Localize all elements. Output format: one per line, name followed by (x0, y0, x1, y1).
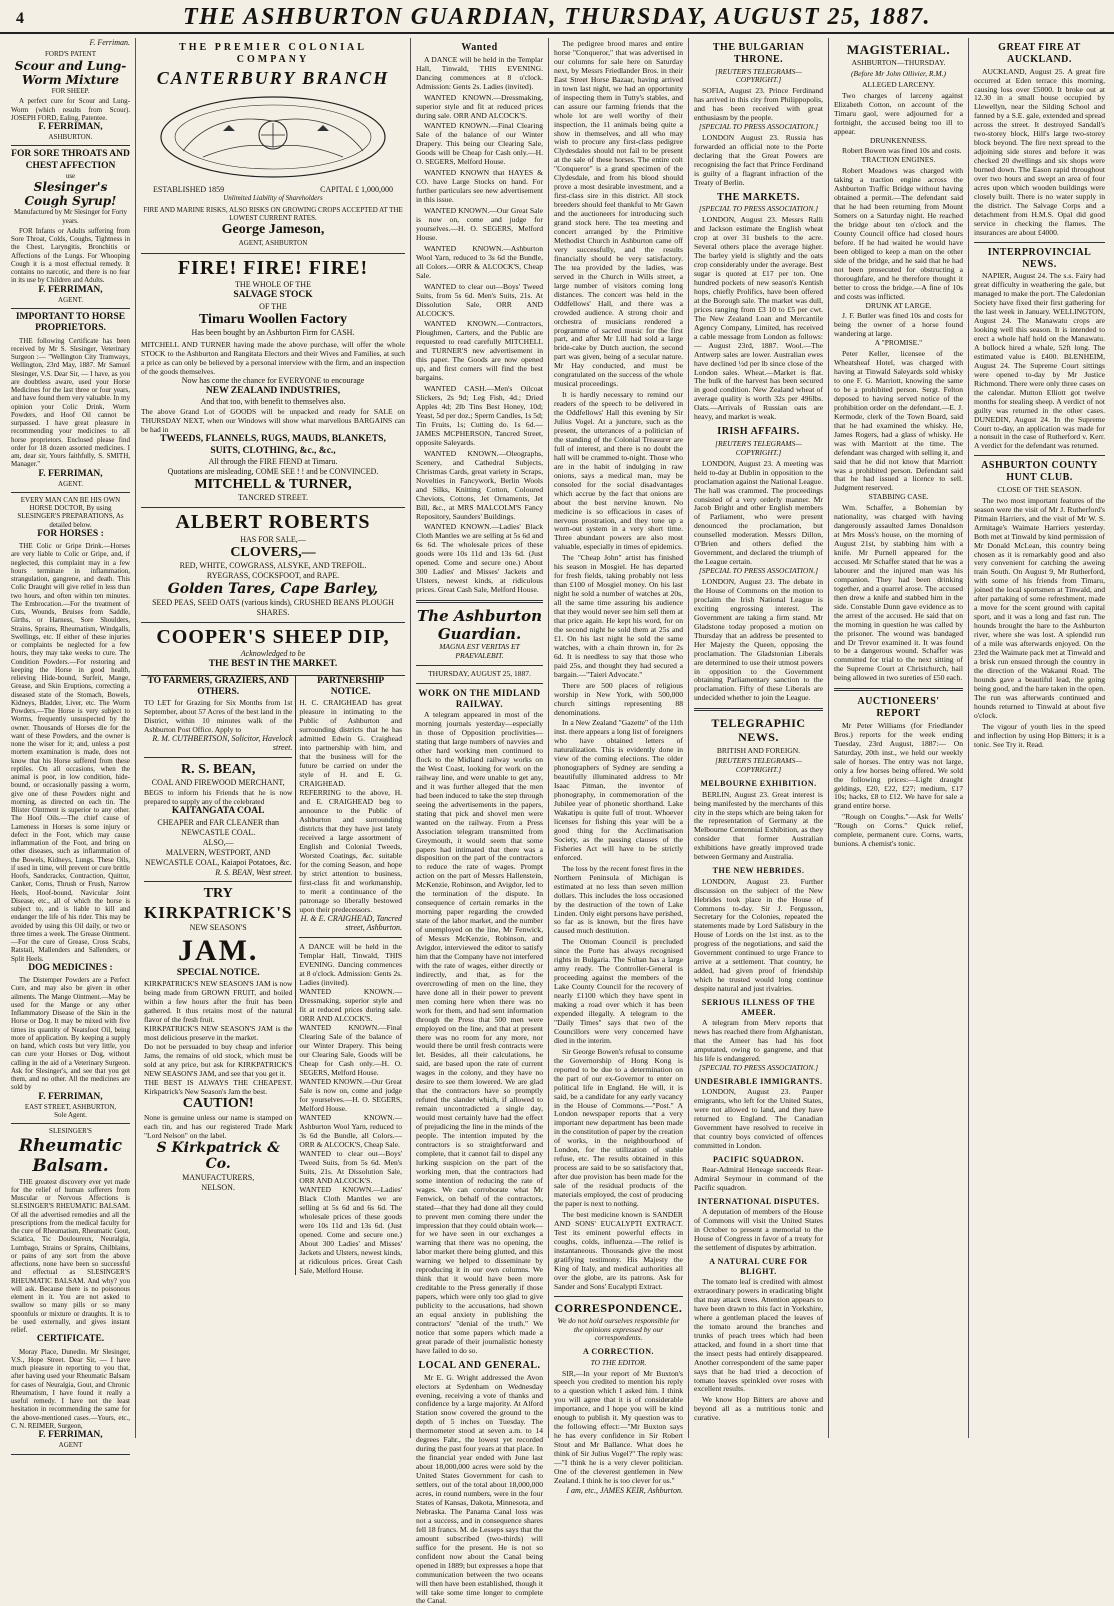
interprovincial-body: NAPIER, August 24. The s.s. Fairy had great difficulty in weathering the gale, but managed to make the port. The Caledonian Society have fixed their first gathering for the last week in January. WELLINGTON, August 24. The Manawatu crops are looking well this season. It is intended to erect a whole half hold on the Manawatu. A bullock hired a whale, 52ft long. The estimated value is £400. BLENHEIM, August 24. The Supreme Court sittings were opened to-day by Mr Justice Richmond. There were only three cases on the calendar. Mutton Elliott got twelve months for stealing sheep. A verdict of not guilty was returned in the other cases. DUNEDIN, August 24. In the Supreme Court to-day, an application was made for a nonsuit in the case of Rutherford v. Kerr. A verdict for the defendant was returned. (974, 271, 1105, 451)
albert-roberts-advert (141, 508, 405, 623)
dog-role: Sole Agent. (54, 1111, 87, 1120)
dog-body: The Distemper Powders are a Perfect Cure, and may also be given in other ailments. The Mange Ointment.—May be used for the Mange or any other Inflammatory Disease of the Skin in the Horse or Dog. It may be mixed with five times its quantity of Neatsfoot Oil, being more of application. By keeping a supply on hand, which costs but very little, you can cure your Horses or Dog, without calling in the aid of a Veterinary Surgeon. Ask for Slesinger's, and see that you get them, and no other. All the medicines are sold by (11, 976, 130, 1092)
interprovincial-title: INTERPROVINCIAL NEWS. (987, 246, 1092, 270)
wanted-item: WANTED KNOWN that HAYES & CO. have Large Stocks on hand. For further particulars see new advertisement in this issue. (416, 168, 543, 205)
albert-clovers: CLOVERS,— (230, 544, 316, 560)
column-1 (6, 38, 136, 1450)
column-7 (969, 38, 1110, 1438)
magisterial-larceny: ALLEGED LARCENY. (862, 80, 935, 90)
divider (554, 1296, 683, 1297)
wanted-item: WANTED KNOWN.—Our Great Sale is now on, come and judge for yourselves.—H. O. SEGERS, Melford House. (416, 206, 543, 242)
caution-body: None is genuine unless our name is stamped on each tin, and has our registered Trade Mark "Lord Nelson" on the label. (144, 1112, 293, 1140)
magisterial-stab: STABBING CASE. (868, 492, 929, 502)
kirk-season: NEW SEASON'S (189, 922, 247, 932)
bean-list: MALVERN, WESTPORT, AND NEWCASTLE COAL, Kaiapoi Potatoes, &c. (144, 847, 292, 867)
ford-advert (11, 47, 130, 146)
correspondence-sig: I am, etc., JAMES KEIR, Ashburton. (566, 1485, 683, 1495)
editorial-body: A telegram appeared in most of the morning journals yesterday—especially in those of Opposition proclivities—stating that large numbers of navvies and other hard working men continued to flock to the Midland railway works on the West Coast, looking for work on the railway line, and were unable to get any, and it was further alleged that the men had been induced to take the step through seeing the advertisements in the papers, stating that pick and shovel men were wanted on the railway. From a Press Association telegram transmitted from Greymouth, it would seem that some papers had intimated that there was a disposition on the part of the contractors to reduce the rate of wages. Prompt action on the part of Messrs Hallenstein, McKenzie, Robinson, and Avigdor, led to the termination of the dispute. In consequence of certain remarks in the morning paper regarding the crowded state of the labor market, and the number of unemployed on the line, Mr Fenwick, of Messrs McKenzie, Robinson, and Avigdor, interviewed the editor to satisfy him that the Company have not interfered with the rate of wages, either directly or indirectly, and that, as for the overcrowding of men on the line, they have done all in their power to prevent men coming here when there was no work for them, and had sent information through the Press that 500 men were employed on the line, and that at present there was no room for any more, nor would there be until fresh contracts were let. Besides, all their calculations, he said, are based upon the rate of current wages in the colony, and they have no desire to see them lowered. We are glad that the contractors have so promptly refuted the slander which, if allowed to remain uncontradicted a single day, would most certainly have had the effect of prejudicing the line in the minds of the people. The intention imputed by the contractors is so straightforward and complete, that it cannot fail to dispel any lurking suspicion on the part of the working men, that the contractors had some intention of reducing the rate of wages. We can corroborate what Mr Fenwick, on behalf of the contractors, stated—that they had done all they could to prevent men coming there under the impression that they could obtain work—for we have seen in our exchanges a warning that there was no opening, the labor market there being glutted, and this warning we helped to disseminate by reproducing it in our own columns. We think that it would have been more creditable to the Press generally if those papers, which were only too glad to give publicity to the accusations, had shown an equal anxiety in publishing the contractors' "denial of the truth." We notice that some papers which made a great parade of their journalistic honesty have failed to do so. (416, 710, 543, 1355)
fire-factory: Timaru Woollen Factory (198, 311, 348, 327)
divider (974, 242, 1105, 243)
bean-body: BEGS to inform his Friends that he is now prepared to supply any of the celebrated (144, 788, 293, 807)
auckland-fire-body: AUCKLAND, August 25. A great fire occurred at Eden terrace this morning, causing loss over £5000. It broke out at 12.30 in a small house occupied by Llewellyn, near the Silding School and fanned by a S.E. gale, extended and spread across the street. It destroyed Sandall's two-storey block, Hill's large two-storey block beyond. The fire next spread to the adjoining side stores and before it was checked 20 dwellings and six shops were burned down. The Eason rapid throughout over two hours and swept an area of four acres upon which wooden buildings were closely built. There is no water supply in the district. The Salvage Corps and a detachment from H.M.S. Opal did good service in checking the flames. The insurances are about £4000. (974, 66, 1105, 237)
cert-agent: F. FERRIMAN, (38, 1430, 103, 1441)
albert-name: ALBERT ROBERTS (175, 511, 371, 534)
wanted-item: WANTED KNOWN.—Final Clearing Sale of the balance of our Winter Drapery. This being our Clearing Sale, Goods will be Cheap for Cash only.—H. O. SEGERS, Melford House. (416, 121, 543, 167)
farmers-title: TO FARMERS, GRAZIERS, AND OTHERS. (147, 675, 289, 697)
auction-body: Mr Peter Williams (for Friedlander Bros.) reports for the week ending Tuesday, 23rd August, 1887:— On Saturday, 20th inst., we held our weekly sale of horses. The entry was not large, only a few horses being offered. We sold the following prices:—Light draught geldings, £20, £22, £27; medium, £17 10s; hacks, £8 to £12. We have for sale a grand entire horse. (834, 720, 963, 811)
local-body: Mr E. G. Wright addressed the Avon electors at Sydenham on Wednesday evening, receiving a vote of thanks and confidence by a large majority. At Alford Station snow covered the ground to the depth of 5 inches on Tuesday. The thermometer stood at seven a.m. to 14 degrees Fahr., the lowest yet recorded during the past four years at that place. In the financial year ended with June last about 18,000,000 acres were sold by the United States Government for cash to settlers, out of the total about 18,000,000 acres, in round numbers, were in the four States of Kansas, Dakota, Minnesota, and Nebraska. The Panama Canal loss was not a success, and in consequence shares fell 18 francs. M. de Lesseps says that the amount subscribed (two-thirds) will suffice for the present. He is not so confident now about the Canal being opened in 1889; but expresses a hope that communication between the two oceans will then have been established, though it will take some time longer to complete the Canal. (416, 1372, 543, 1606)
company-arc: THE PREMIER COLONIAL COMPANY (179, 42, 367, 65)
wanted-dup-4: WANTED KNOWN.—Our Great Sale is now on, come and judge for yourselves.—H. O. SEGERS, Melford House. (299, 1076, 402, 1113)
correspondence-to: TO THE EDITOR. (590, 1357, 647, 1367)
fire-industries: NEW ZEALAND INDUSTRIES, (205, 386, 341, 397)
rheum-title: Rheumatic Balsam. (18, 1135, 123, 1176)
fire-salvage: SALVAGE STOCK (233, 290, 313, 301)
ford-place: ASHBURTON. (48, 133, 93, 142)
cooper-advert (141, 623, 405, 676)
wanted-item: WANTED KNOWN.—Contractors, Ploughmen, Carters, and the Public are requested to read carefully MITCHELL and TURNER'S new advertisement in this paper. The Goods are now opened up, and first comers will find the best bargains. (416, 319, 543, 383)
column-6 (829, 38, 969, 1438)
paper-motto: MAGNA EST VERITAS ET PRAEVALEBIT. (439, 642, 520, 661)
throat-use: use (65, 171, 76, 180)
partner-sig: H. & E. CRAIGHEAD, Tancred street, Ashburton. (300, 914, 402, 933)
wanted-item: WANTED KNOWN.—Dressmaking, superior style and fit at reduced prices during sale. ORR AND ALCOCK'S. (416, 92, 543, 120)
kirk-company: S Kirkpatrick & Co. (156, 1139, 280, 1173)
slesinger-advert (11, 146, 130, 309)
bulgar-source-2: [SPECIAL TO PRESS ASSOCIATION.] (698, 122, 819, 132)
firm-name: MITCHELL & TURNER, (194, 476, 352, 492)
newspaper-page (6, 38, 1110, 1606)
divider (299, 937, 402, 938)
for-horses: FOR HORSES : (37, 528, 104, 539)
rheum-body: THE greatest discovery ever yet made for the relief of human sufferers from Muscular or Nervous Affections is SLESINGER'S RHEUMATIC BALSAM. Of all the advertised remedies and all the prescriptions from the medical faculty for the cure of Rheumatism, Rheumatic Gout, Sciatica, Tic Douloureux, Neuralgia, Lumbago, Strains or Sprains, Chilblains, or pains of any sort from the above affections, none have been so successful and effectual as SLESINGER'S RHEUMATIC BALSAM. And why? you will ask. Because there is no poisonous element in it. You are not asked to swallow so many pills or so many spoonfuls or mixture or draughts. It is to be used externally, and gives instant relief. (11, 1177, 130, 1335)
pacific-body: Rear-Admiral Heneage succeeds Rear-Admiral Seymour in command of the Pacific squadron. (694, 1165, 823, 1192)
wanted-dup-1: A DANCE will be held in the Templar Hall, Tinwald, THIS EVENING. Dancing commences at 8 o'clock. Admission: Gents 2s. Ladies (invited). (299, 941, 402, 987)
rheum-intro: SLESINGER'S (49, 1127, 92, 1136)
company-motto: Unlimited Liability of Shareholders (223, 194, 323, 203)
ford-title: Scour and Lung-Worm Mixture (14, 58, 127, 87)
immigrants-source: [SPECIAL TO PRESS ASSOCIATION.] (698, 1062, 819, 1072)
divider (416, 665, 543, 666)
cert-role: AGENT (58, 1441, 83, 1450)
wanted-dup-5: WANTED KNOWN.—Ashburton Wool Yarn, reduced to 3s 6d the Bundle, all Colors.—ORR & ALCOCK'S, Cheap Sale. (299, 1112, 402, 1149)
partner-title: PARTNERSHIP NOTICE. (317, 675, 385, 697)
adverts-two-column (141, 676, 405, 1275)
ford-sub: FOR SHEEP. (51, 87, 90, 95)
irish-title: IRISH AFFAIRS. (717, 426, 800, 438)
news-paragraph: The Ottoman Council is precluded since the Porte has always recognised rights in Bulgaria. The Sultan has a large army ready. The Controller-General is proceeding against the members of the Lake County Council for the recovery of nearly £1100 which they have spent in making a road over which it has been expended illegally. A telegram to the "Daily Times" says that two of the Councillors were very concerned have died in the interim. (554, 937, 683, 1045)
divider (144, 881, 292, 882)
fire-salvage-advert (141, 254, 405, 508)
news-paragraph: The loss by the recent forest fires in the Northern Peninsula of Michigan is estimated at no less than seven million dollars. This includes the loss occasioned by the destruction of the town of Lake Linden. Only eight persons have perished, so far as is known, but the fires have caused much destitution. (554, 863, 683, 936)
fire-sale: The above Grand Lot of GOODS will be unpacked and ready for SALE on THURSDAY NEXT, when our Windows will show what marvellous BARGAINS can be had in (141, 407, 405, 435)
markets-title: THE MARKETS. (717, 191, 800, 203)
correspondence-body: SIR,—In your report of Mr Buxton's speech you credited to mention his reply to a question which I asked him. I think you will agree that it is of considerable importance, and I hope you will be kind enough to publish it. My question was to the following effect:—"Mr Buxton says he has every confidence in Sir Robert Stout and Mr Ballance. What does he think of Sir Julius Vogel?" The reply was:—"I think he is a very clever politician. One of the cleverest gentlemen in New Zealand. I think he is too clever for us." (554, 1368, 683, 1485)
paper-date: THURSDAY, AUGUST 25, 1887. (428, 669, 531, 679)
irish-source-2: [SPECIAL TO PRESS ASSOCIATION.] (698, 566, 819, 576)
fire-benefit: And that too, with benefit to themselves also. (200, 397, 346, 407)
divider (694, 708, 823, 711)
kirk-title: KIRKPATRICK'S (144, 902, 293, 922)
colonial-company-advert (141, 38, 405, 254)
wanted-dup-3: WANTED KNOWN.—Final Clearing Sale of the balance of our Winter Drapery. This being our Clearing Sale, Goods will be Cheap for Cash only.—H. O. SEGERS, Melford House. (299, 1022, 402, 1077)
slesinger-agent: F. FERRIMAN, (38, 284, 103, 295)
partner-body-2: REFERRING to the above, H. and E. CRAIGHEAD beg to announce to the Public of Ashburton and surrounding districts that they have just lately received a large assortment of English and Colonial Tweeds, Worsted Coatings, &c. suitable for the coming Season, and hope by strict attention to business, first-class fit and workmanship, to merit a continuance of the patronage so liberally bestowed upon their predecessors. (299, 788, 402, 915)
slesinger-agent-role: AGENT. (58, 295, 83, 304)
bottom-note: The vigour of youth lies in the speed and inflection by using Hop Bitters; it is a tonic. See Try it. Read. (974, 721, 1105, 749)
ford-body: A perfect cure for Scour and Lung-Worm (which results from Scour). JOSEPH FORD, Ealing, Patentee. (11, 97, 130, 122)
fire-bought: Has been bought by an Ashburton Firm for CASH. (191, 328, 355, 338)
exhibition-title: MELBOURNE EXHIBITION. (700, 779, 817, 789)
bean-also: ALSO,— (202, 837, 234, 847)
news-paragraph: In a New Zealand "Gazette" of the 11th inst. there appears a long list of foreigners who have obtained letters of naturalization. This is evidently done in view of the coming elections. The older phonographers of Sydney are sending a beautifully illuminated address to Mr Isaac Pitman, the inventor of phonography, in commemoration of the Jubilee year of phonetic shorthand. Lake Wakatipu is quite full of trout. Whoever licenses for fishing this year will be a good thing for the Acclimatisation Society, as the passing clauses of the Fisheries Act will have to be strictly enforced. (554, 718, 683, 862)
farmers-sig: R. M. CUTHBERTSON, Solicitor, Havelock street. (152, 734, 293, 753)
fire-chance: Now has come the chance for EVERYONE to encourage (181, 376, 365, 386)
fire-quotes: Quotations are misleading, COME SEE ! ! and be CONVINCED. (167, 466, 379, 476)
horses-body: THE Colic or Gripe Drink.—Horses are very liable to Colic or Gripe, and, if neglected, this complaint may in a few hours terminate in inflammation, strangulation, gangrene, and death. This Colic Draught will give relief in less than two hours, and often within ten minutes. The Embrocation.—For the treatment of Cuts, Wounds, Bruises from Saddle, Girths, or Harness, Sore Shoulders, Strains, Sprains, Rheumatism, Windgalls, Swellings, etc. If either of these injuries or complaints be neglected for a few hours, they may take weeks to cure. The Condition Powders.—For restoring and keeping the Horse in good health, relieving Hide-bound, Surfeit, Mange, Grease, and Skin Eruptions, correcting a diseased state of the Stomach, Bowels, Kidneys, Bladder, Liver, etc. The Worm Powders.—The Horse is very subject to Worms, frequently unsuspected by the owner. Thousands of Horses die for the want of these Powders, and the owner is none the wiser for it; and, unless a post mortem examination is made, does not know that his Horse suffered from these reptiles. On all occasions, when the animal is poor, in low condition, hide-bound, or occasionally passing a worm, give one of these Powders night and morning, as directed on each tin. The Blister Ointment is superior to any other. The Hoof Oils.—The chief cause of Lameness in Horses is some injury or defect in the Foot, which may cause inflammation of the Foot, and bring on other diseases, such as inflammation of the Bowels, Kidneys, Lungs. These Oils, if used in time, will prevent or cure brittle Hoofs, Sandcracks, Contraction, Quittor, Canker, Corns, Thrush or Frush, Narrow Heels, Hoof-bound, Navicular Joint Disease, etc., all of which the horse is subject to, and is liable to kill and endanger the life of his rider. This may be avoided by using this Oil daily, or two or three times a week. The Grease Ointment.—For the cure of Grease, Cross Scabs, Ratstail, Mallenders and Sallenders, or Split Heels. (11, 542, 130, 963)
bean-coal: KAITANGATA COAL (171, 806, 265, 817)
correspondence-disclaimer: We do not hold ourselves responsible for the opinions expressed by our correspondents. (557, 1315, 680, 1343)
local-title: LOCAL AND GENERAL. (418, 1359, 541, 1371)
divider (834, 688, 963, 691)
dog-agent: F. FERRIMAN, (38, 1091, 103, 1102)
bulgar-body-2: LONDON August 23. Russia has forwarded an official note to the Porte declaring that the Great Powers are recognising the fact that Prince Ferdinand is guilty of a flagrant infraction of the Treaty of Berlin. (694, 132, 823, 187)
wanted-item: WANTED KNOWN.—Ashburton Wool Yarn, reduced to 3s 6d the Bundle, all Colors.—ORR & ALCOCK'S, Cheap Sale. (416, 243, 543, 280)
correspondence-title: CORRESPONDENCE. (554, 1300, 683, 1315)
international-body: A deputation of members of the House of Commons will visit the United States in October to present a memorial to the House of Congress in favor of a treaty for the settlement of disputes by arbitration. (694, 1207, 823, 1253)
cooper-title: COOPER'S SHEEP DIP, (156, 625, 390, 648)
telegraphic-title: TELEGRAPHIC NEWS. (711, 716, 806, 745)
company-established: ESTABLISHED 1859 (153, 184, 225, 194)
illness-title: SERIOUS ILLNESS OF THE AMEER. (701, 998, 816, 1017)
column-3 (411, 38, 549, 1606)
kirk-body: KIRKPATRICK'S NEW SEASON'S JAM is now being made from GROWN FRUIT, and boiled within a few hours after the fruit has been gathered. It thus retains most of the natural flavor of the fresh fruit. (144, 979, 293, 1025)
hebrides-body: LONDON, August 23. Further discussion on the subject of the New Hebrides took place in the House of Commons to-day. Sir J. Fergusson, Secretary for the Colonies, repeated the statements made by Lord Salisbury in the House of Lords on the 1st inst. as to the progress of the negotiations, and said the Government continued to urge France to arrive at a settlement. That country, he added, had given proof of friendship which he trusted would long continue despite natural and just rivalries. (694, 876, 823, 994)
magisterial-title: MAGISTERIAL. (846, 42, 951, 57)
kirk-manufacturers: MANUFACTURERS, (182, 1172, 255, 1182)
page-number: 4 (16, 10, 24, 27)
bean-name: R. S. BEAN, (181, 761, 256, 777)
editorial-title: WORK ON THE MIDLAND RAILWAY. (418, 687, 541, 709)
magisterial-body: Two charges of larceny against Elizabeth Cotton, on account of the Timaru gaol, were adjourned for a fortnight, the accused being too ill to appear. (834, 90, 963, 136)
magisterial-body: Robert Bowen was fined 10s and costs. (842, 146, 962, 156)
horse-agent: F. FERRIMAN, (38, 468, 103, 479)
dog-place: EAST STREET, ASHBURTON, (24, 1102, 117, 1111)
news-paragraph: The best medicine known is SANDER AND SONS' EUCALYPTI EXTRACT. Test its eminent powerful effects in coughs, colds, influenza.—The relief is instantaneous. Thousands give the most gratifying testimony. His Majesty the King of Italy, and medical authorities all over the globe, are its patrons. Ask for Sander and Sons' Eucalypti Extract. (554, 1209, 683, 1291)
albert-seed: SEED PEAS, SEED OATS (various kinds), CRUSHED BEANS PLOUGH SHARES. (152, 597, 394, 617)
correspondence-head: A CORRECTION. (583, 1347, 654, 1357)
company-capital: CAPITAL £ 1,000,000 (320, 184, 393, 194)
masthead: THE ASHBURTON GUARDIAN, THURSDAY, AUGUST 25, 1887. (182, 4, 931, 30)
wanted-item: WANTED to clear out—Boys' Tweed Suits, from 5s 6d. Men's Suits, 21s. At Dissolution Sale, ORR AND ALCOCK'S. (416, 281, 543, 318)
magisterial-large: DRUNK AT LARGE. (865, 300, 932, 310)
wanted-dup-2: WANTED KNOWN.—Dressmaking, superior style and fit at reduced prices during sale. ORR AND ALCOCK'S. (299, 986, 402, 1023)
firm-street: TANCRED STREET. (238, 493, 308, 503)
column-5 (689, 38, 829, 1438)
pacific-title: PACIFIC SQUADRON. (712, 1154, 805, 1164)
company-details-row (141, 185, 405, 194)
magisterial-body: Peter Keller, licensee of the Wheatsheaf Hotel, was charged with having at Tinwald Saleyards sold whisky to one F. G. Marriott, knowing the same to be a prohibited person. Sergt. Felton deposed to having served notice of the prohibition order on the defendant.—E. J. Kermode, clerk of the Town Board, said that he had examined the whisky. He, James Rogers, had a glass of whisky. He was with Marriott at the time. The defendant was charged with selling it, and said that he did not know that Marriott was a prohibited person. Defendant said that he had issued a licence to sell. Judgment reserved. (834, 349, 963, 493)
hunt-club-sub: CLOSE OF THE SEASON. (997, 484, 1082, 494)
adverts-left-half (141, 676, 296, 1275)
divider (974, 455, 1105, 456)
auction-title: AUCTIONEERS' REPORT (857, 696, 940, 720)
telegraphic-sub: BRITISH AND FOREIGN. (716, 745, 801, 755)
news-paragraph: It is hardly necessary to remind our readers of the speech to be delivered in the Oddfellows' Hall this evening by Sir Julius Vogel. At a juncture, such as the present, the utterances of a politician of the standing of the Colonial Treasurer are full of interest, and there is no doubt the hall will be crammed to-night. Those who are in the habit of indulging in raw onions, says a medical man, may be consoled for the social disadvantages which accrue by the fact that onions are about the best nervine known. No medicine is so efficacious in cases of nervous prostration, and they tone up a worn-out system in a very short time. Three abundant powers are also most valuable, especially in times of epidemics. (554, 390, 683, 552)
slesinger-title: Slesinger's Cough Syrup! (24, 180, 117, 209)
company-seal-emblem (153, 91, 393, 183)
bulgar-source: [REUTER'S TELEGRAMS—COPYRIGHT.] (715, 66, 802, 85)
horse-agent-role: AGENT. (58, 479, 83, 488)
kirk-place: NELSON. (201, 1182, 235, 1192)
hunt-club-title: ASHBURTON COUNTY HUNT CLUB. (981, 460, 1098, 484)
fire-headline: FIRE! FIRE! FIRE! (177, 256, 369, 279)
horse-advert (11, 309, 130, 493)
irish-body-2: LONDON, August 23. The debate in the House of Commons on the motion to proclaim the Irish National League is exciting engrossing interest. The Government are taking a firm stand. Mr Gladstone today proposed a motion on Thursday that an address be presented to Her Majesty the Queen, opposing the proclamation. The Gladstonian Liberals are determined to use their utmost powers in opposition to the Government obtaining Parliamentary sanction to the proclamation. Fifty of these Liberals are undecided whether to join the League. (694, 576, 823, 703)
rheumatic-advert (11, 1124, 130, 1454)
immigrants-title: UNDESIRABLE IMMIGRANTS. (694, 1076, 823, 1086)
divider (416, 600, 543, 603)
albert-tares: Golden Tares, Cape Barley, (167, 581, 379, 598)
auckland-fire-title: GREAT FIRE AT AUCKLAND. (998, 42, 1081, 65)
company-agent-role: AGENT, ASHBURTON (238, 238, 308, 247)
fire-goods-2: SUITS, CLOTHING, &c., &c., (210, 445, 336, 456)
wanted-item: A DANCE will be held in the Templar Hall, Tinwald, THIS EVENING. Dancing commences at 8 o'clock. Admission: Gents 2s. Ladies (invited). (416, 54, 543, 91)
paper-name: The Ashburton Guardian. (417, 607, 542, 643)
markets-source: [SPECIAL TO PRESS ASSOCIATION.] (698, 204, 819, 214)
news-paragraph: There are 500 places of religious worship in New York, with 500,000 church sittings representing 88 denominations. (554, 680, 683, 717)
bulgar-title: THE BULGARIAN THRONE. (712, 42, 805, 65)
bottom-advert: We know Hop Bitters are above and beyond all as a nutritious tonic and curative. (694, 1395, 823, 1423)
international-title: INTERNATIONAL DISPUTES. (697, 1196, 820, 1206)
wanted-item: WANTED KNOWN.—Oleographs, Scenery, and Cathedral Subjects, Christmas Cards, great variety in Scraps, Novelties in Fancywork, Berlin Wools and Silks, Knitting Cotton, Coloured Cheviots, Cottons, Jet Ornaments, Jet Bill, &c., at MRS MALCOLM'S Fancy Repository, Saunders' Buildings. (416, 448, 543, 521)
dog-title: DOG MEDICINES : (28, 962, 113, 973)
adverts-right-half (296, 676, 405, 1275)
hunt-club-body: The two most important features of the season were the visit of Mr J. Rutherford's Pitmain Harriers, and the visit of Mr W. S. Armitage's Waimate Harriers yesterday. Both met at Tinwald by kind permission of Mr Donald McLean, this country being chosen as it is remarkably good and also very convenient for catching the aweing train South. On August 9, Mr Rutherford, with some of his friends from Timaru, joined the local sportsmen at Tinwald, and after partaking of some refreshment, made a move for the scent ground with capital sport, and it was a long and fast run. The hounds brought the hare to the Ashburton river, where she was lost. A splendid run of a mile was afterwards enjoyed. On the 23rd the Waimate pack met at Tinwald and a brisk run ensued through the country in the direction of the Wakanui Road. The hounds gave a beautiful lead, the going being good, and the hare taken in the open. The run was afterwards continued and hounds returned to Tinwald at about five o'clock. (974, 495, 1105, 720)
hop-advert: "Rough on Coughs."—Ask for Wells' "Rough on Corns." Quick relief, complete, permanent cure. Corns, warts, bunions. A chemist's tonic. (834, 812, 963, 849)
bulgar-body: SOFIA, August 23. Prince Ferdinand has arrived in this city from Philippopolis, and has been received with great enthusiasm by the people. (694, 86, 823, 123)
horse-title: IMPORTANT TO HORSE PROPRIETORS. (15, 312, 126, 334)
ford-intro: FORD'S PATENT (45, 50, 96, 59)
wanted-dup-7: WANTED KNOWN.—Ladies' Black Cloth Mantles we are selling at 5s 6d and 6s 6d. The wholesale prices of these goods were 10s 11d and 13s 6d. (Just opened. Come and secure one.) About 300 Ladies' and Misses' Jackets and Ulsters, newest kinds, at ridiculous prices. Great Cash Sale, Melford House. (299, 1184, 402, 1275)
wanted-item: WANTED KNOWN.—Ladies' Black Cloth Mantles we are selling at 5s 6d and 6s 6d. The wholesale prices of these goods were 10s 11d and 13s 6d. (Just opened. Come and secure one.) About 300 Ladies' and Misses' Jackets and Ulsters, newest kinds, at ridiculous prices. Great Cash Sale, Melford House. (416, 522, 543, 595)
magisterial-bench: (Before Mr John Ollivier, R.M.) (851, 69, 946, 79)
irish-source: [REUTER'S TELEGRAMS—COPYRIGHT.] (715, 439, 802, 457)
exhibition-body: BERLIN, August 23. Great interest is being manifested by the merchants of this city in the steps which are being taken for the representation of Germany at the Melbourne Centennial Exhibition, as they consider that former Australian exhibitions have greatly improved trade between Germany and Australia. (694, 789, 823, 862)
farmers-body: TO LET for Grazing for Six Months from 1st September, about 57 Acres of the best land in the District, within 10 minutes walk of the Ashburton Post Office. Apply to (144, 698, 293, 735)
column-4 (549, 38, 689, 1495)
partner-body: H. C. CRAIGHEAD has great pleasure in intimating to the Public of Ashburton and surrounding districts that he has admitted Edwin G. Craighead into partnership with him, and that the business will for the future be carried on under the style of H. and E. G. CRAIGHEAD. (299, 698, 402, 789)
kirk-body-3: Do not be persuaded to buy cheap and inferior Jams, the remains of old stock, which must be sold at any price, but ask for KIRKPATRICK'S NEW SEASON'S JAM, and see that you get it. (144, 1042, 293, 1079)
kirk-jam: JAM. (177, 933, 259, 967)
magisterial-drunk: DRUNKENNESS. (870, 135, 927, 145)
news-paragraph: The pedigree brood mares and entire horse "Conqueror," that was advertised in our columns for sale here on Saturday next, by Messrs Friedlander Bros. in their East Street Horse Bazaar, having arrived in town last night, we had an opportunity of inspecting them in Tutty's stables, and can assure our farming friends that the whole lot are well worthy of their inspection, the 11 animals being quite a show in themselves, and all who may wish to procure any first-class pedigree Clydesdales should not fail to be present at the sale of these horses. The entire colt "Conqueror" is a grand specimen of the Clydesdale, and from his blood should prove a most desirable investment, and a first-class sire in this district. All stock breeders should feel thankful to Mr Gawn and the auctioneers for introducing such grand stock here. The tea meeting and concert arranged by the Primitive Methodist Church in Ashburton came off very successfully, and the results financially should be very satisfactory. The tea provided by the ladies, was served in the Church in Wills street, a large number of visitors coming long distances. The concert was held in the Oddfellows' Hall, and there was a crowded audience. A strong choir and orchestra of musicians rendered a programme of sacred music for the first part, and after Mr Lill had sold a large bride-cake by Dutch auction, the second part was given, being of a secular nature. Mr Hay conducted, and must be congratulated on the success of the whole musical proceedings. (554, 39, 683, 389)
fire-whole: THE WHOLE OF THE (235, 280, 311, 290)
illness-body: A telegram from Merv reports that news has reached there from Afghanistan, that the Ameer has had his foot amputated, owing to gangrene, and that his life is endangered. (694, 1017, 823, 1063)
wanted-item: WANTED CASH.—Men's Oilcoat Slickers, 2s 9d; Leg Fish, 4d.; Dried Apples 4d; 2lb Tins Best Honey, 10d; Yeast, 5d per doz.; Sperm Candles, 1s 5d; Tin Fruits, 1s; Cutting do. 1s 6d.—JAMES MCPHERSON, Tancred Street, opposite Saleyards. (416, 384, 543, 447)
every-man: EVERY MAN CAN BE HIS OWN HORSE DOCTOR, By using SLESINGER'S PREPARATIONS, As detailed below. (17, 495, 124, 529)
albert-sale: HAS FOR SALE,— (240, 534, 306, 544)
magisterial-body: Robert Meadows was charged with taking a traction engine across the Ashburton Traffic Bridge without having obtained a permit.—The defendant said that he had been returning from Mount Somers on a Saturday night. He reached the bridge about ten o'clock and the County Council office had closed hours before. If he had waited he would have been obliged to keep a man on the other side of the bridge, and he said that he had not been prosecuted for obstructing a thoroughfare, and he therefore thought it better to cross the bridge.—A fine of 10s and costs was inflicted. (834, 166, 963, 301)
cooper-best: THE BEST IN THE MARKET. (208, 659, 338, 670)
company-fire-line: FIRE AND MARINE RISKS, ALSO RISKS ON GROWING CROPS ACCEPTED AT THE LOWEST CURRENT RATES. (143, 205, 403, 222)
horse-body: THE following Certificate has been received by Mr S. Slesinger, Veterinary Surgeon :— "Wellington City Tramways, Wellington, 23rd May, 1887. Mr Samuel Slesinger, V.S. Dear Sir, — I have, as you are doubtless aware, used your Horse Medicines for the last three or four years, and have found them very valuable. In my opinion your Colic Drink, Worm Powders, and Hoof Oil cannot be surpassed. I have great pleasure in recommending your medicines to all horse proprietors. Enclosed please find order for 18 dozen assorted medicines. I am, dear sir, Yours faithfully, S. SMITH, Manager." (11, 336, 130, 469)
try-word: TRY (203, 886, 233, 902)
caution-title: CAUTION! (182, 1096, 254, 1112)
company-agent-name: George Jameson, (221, 222, 325, 238)
fire-of: OF THE (259, 301, 287, 311)
slesinger-body: FOR Infants or Adults suffering from Sore Throat, Colds, Coughs, Tightness in the Chest, Laryngitis, Bronchitis or Affections of the Lungs. For Whooping Cough it is a most effectual remedy. It contains no narcotic, and there is no fear in its use by Children and Adults. (11, 226, 130, 285)
magisterial-promise: A "PROMISE." (874, 338, 923, 348)
blight-body: The tomato leaf is credited with almost extraordinary powers in eradicating blight that may attack trees. Attention appears to have been drawn to this fact in Yorkshire, where a gentleman placed the leaves of the tomato around the branches and trunks of peach trees which had been attacked, and found in a short time that the insect pests had entirely disappeared. Another correspondent of the same paper says that he had tried a decoction of tomato leaves sprinkled over roses with excellent results. (694, 1277, 823, 1394)
special-notice: SPECIAL NOTICE. (176, 968, 260, 979)
column-2-adverts (136, 38, 411, 1438)
kirk-best: THE BEST IS ALWAYS THE CHEAPEST. Kirkpatrick's New Season's Jam the best. (144, 1078, 293, 1097)
kirk-body-2: KIRKPATRICK'S NEW SEASON'S JAM is the most delicious preserve in the market. (144, 1024, 293, 1043)
fire-body: MITCHELL AND TURNER having made the above purchase, will offer the whole STOCK to the Ashburton and Rangitata Electors and their Wives and Families, at such a price as can only be believed by a personal interview with the firm, and an inspection of the goods themselves. (141, 340, 405, 377)
news-paragraph: The "Cheap John" artist has finished his season in Mosgiel. He has departed for fresh fields, taking probably not less than £100 of Mosgiel money. On his last night he sold a number of watches at 20s, all the same time assuring his audience that they would never see him sell them at that price again. He kept his word, for on the second night he sold them at 25s and £1. On his last night he sold the same watches, with a chain thrown in, for 2s 6d. It is needless to say that those who paid 25s, and thought they had secured a bargain.—"Taieri Advocate." (554, 553, 683, 679)
cooper-ack: Acknowledged to be (240, 649, 306, 659)
fire-goods-1: TWEEDS, FLANNELS, RUGS, MAUDS, BLANKETS, (160, 434, 386, 445)
magisterial-sub: ASHBURTON—THURSDAY. (851, 58, 946, 68)
wanted-dup-6: WANTED to clear out—Boys' Tweed Suits, from 5s 6d. Men's Suits, 21s. At Dissolution Sale, ORR AND ALCOCK'S. (299, 1148, 402, 1185)
divider (416, 683, 543, 684)
company-branch: CANTERBURY BRANCH (156, 67, 390, 88)
horse-doctor-advert (11, 493, 130, 1124)
bean-cheap: CHEAPER and FAR CLEANER than NEWCASTLE COAL. (157, 817, 280, 837)
top-signature: F. Ferriman. (89, 38, 130, 47)
markets-body: LONDON, August 23. Messrs Ralli and Jackson estimate the English wheat crop at over 31 bushels to the acre. Several others place the average higher. The barley yield is slightly and the oats crop considerably under the average. Best sugar is quoted at £17 per ton. One hundred pockets of new season's Kentish hops, chiefly Prolifics, have been offered at the Borough sale. The market was dull, prices ranging from £3 10 to £5 per cwt. The New Zealand Loan and Mercantile Agency Company, Limited, has received a cable message from London as follows:— August 23rd, 1887. Wool.—The Antwerp sales are lower. Australian ewes have declined ½d per lb since close of the London sales. Wheat.—Market is flat. The bulk of the harvest has been secured in good condition. New Zealand wheat of average quality is worth 32s per 496lbs. Oats.—Arrivals of Russian oats are heavy, and market is weak. (694, 215, 823, 422)
telegraphic-source: [REUTER'S TELEGRAMS—COPYRIGHT.] (715, 756, 802, 775)
albert-grass: RYEGRASS, COCKSFOOT, and RAPE. (206, 571, 340, 581)
slesinger-made: Manufactured by Mr Slesinger for Forty years. (14, 208, 127, 225)
fire-through: All through the FIRE FIEND at Timaru. (208, 456, 338, 466)
cert-title: CERTIFICATE. (36, 1334, 105, 1345)
cert-body: Moray Place, Dunedin. Mr Slesinger, V.S., Hope Street. Dear Sir, — I have much pleasure in reporting to you that, after having used your Rheumatic Balsam for cases of Neuralgia, Gout, and Chronic Rheumatism, I have found it really a useful remedy. I have not the least hesitation in recommending the same for the above-mentioned cases.—Yours, etc., C. N. REIMER, Surgeon, (11, 1347, 130, 1430)
magisterial-traction: TRACTION ENGINES. (861, 155, 936, 165)
blight-title: A NATURAL CURE FOR BLIGHT. (709, 1257, 808, 1276)
throat-title: FOR SORE THROATS AND CHEST AFFECTION (11, 149, 130, 171)
ford-agent: F. FERRIMAN, (38, 122, 103, 132)
bean-trade: COAL AND FIREWOOD MERCHANT, (151, 778, 285, 788)
divider (144, 757, 292, 758)
news-paragraph: Sir George Bowen's refusal to consume the Governorship of Hong Kong is reported to be due to a determination on the part of our ex-Governor to enter on political life in England. He will, it is said, be a candidate for any early vacancy in the House of Commons.—"Post." A London newspaper reports that a very important new department has been made in the constitution of paper by the creation of works, in the neighbourhood of London, for the utilization of stable refuse, etc. The results obtained in this process are said to be so satisfactory that, after due provision has been made for the sale of the residual products of the materials employed, the cost of producing the paper is next to nothing. (554, 1046, 683, 1208)
wanted-heading: Wanted (461, 42, 498, 53)
irish-body: LONDON, August 23. A meeting was held to-day at Dublin in opposition to the proclamation against the National League. The hall was crammed. The proceedings consisted of a very orderly manner. Mr Jacob Bright and other English members of Parliament, who were present denounced the proclamation, but counselled moderation. Messrs Dillon, O'Brien and others defied the Government, and declared the triumph of the League certain. (694, 458, 823, 567)
immigrants-body: LONDON, August 23. Pauper emigrants, who left for the United States, were not allowed to land, and they have returned to England. The Canadian Government have resolved to receive in that country boys convicted of offences committed in London. (694, 1086, 823, 1150)
magisterial-body: Wm. Schaffer, a Bohemian by nationality, was charged with having dangerously assaulted James Donaldson at Mrs Moss's house, on the morning of August 21st, by stabbing him with a knife. Mr Purnell appeared for the accused. Mr Schaffer stated that he was a labourer and the injured man was his companion. They had been drinking together, and a quarrel arose. The accused then drew a knife and stabbed him in the side. Constable Dunn gave evidence as to the arrest of the accused. He said that on the morning in question he was called by the prisoner. The wound was bandaged and Dr Trevor examined it. It was found to be a dangerous wound. Schaffer was committed for trial to the next sitting of the Supreme Court at Christchurch, bail being allowed in two sureties of £50 each. (834, 503, 963, 683)
bean-sig: R. S. BEAN, West street. (215, 867, 293, 877)
hebrides-title: THE NEW HEBRIDES. (712, 866, 805, 876)
newspaper-header (0, 0, 1114, 34)
albert-clover-list: RED, WHITE, COWGRASS, ALSYKE, AND TREFOIL. (179, 561, 367, 571)
magisterial-body: J. F. Butler was fined 10s and costs for being the owner of a horse found wandering at large. (834, 311, 963, 339)
